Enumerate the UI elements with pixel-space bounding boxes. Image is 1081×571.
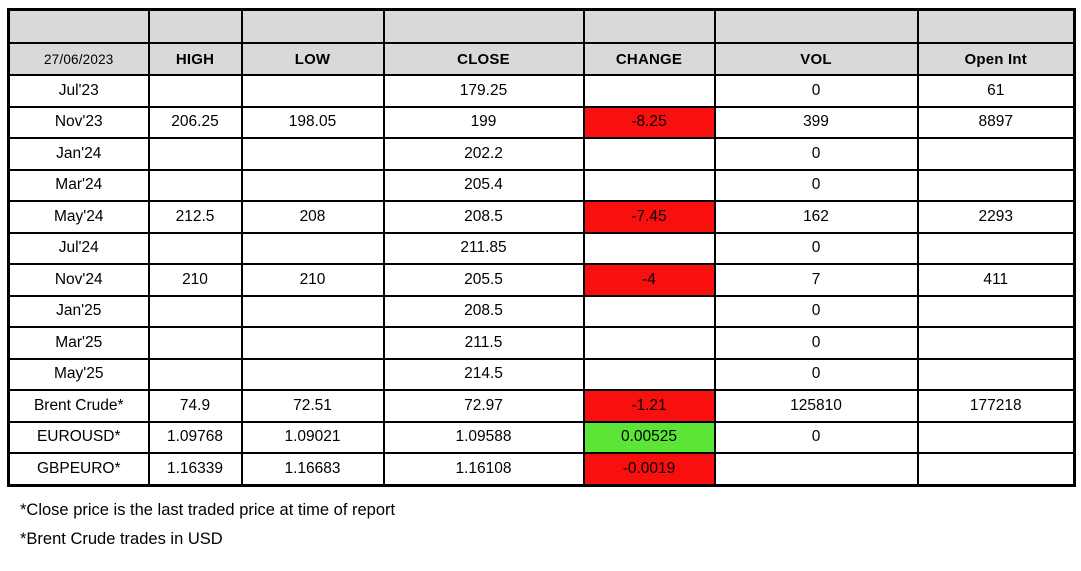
cell-change	[584, 233, 715, 265]
column-header-change: CHANGE	[584, 43, 715, 75]
header-spacer-cell	[242, 10, 384, 44]
table-row	[9, 170, 1075, 202]
cell-high	[149, 138, 242, 170]
cell-close: 214.5	[384, 359, 584, 391]
cell-vol: 0	[715, 359, 918, 391]
cell-low: 198.05	[242, 107, 384, 139]
cell-high	[149, 359, 242, 391]
cell-high	[149, 233, 242, 265]
table-row	[9, 453, 1075, 485]
cell-close: 1.09588	[384, 422, 584, 454]
cell-change: -0.0019	[584, 453, 715, 485]
cell-close: 208.5	[384, 201, 584, 233]
cell-contract-label: Mar'24	[9, 170, 149, 202]
cell-open-int	[918, 296, 1075, 328]
header-row	[9, 43, 1075, 75]
cell-vol	[715, 453, 918, 485]
cell-low	[242, 359, 384, 391]
header-spacer-cell	[149, 10, 242, 44]
cell-vol: 0	[715, 138, 918, 170]
cell-change: -7.45	[584, 201, 715, 233]
cell-high: 74.9	[149, 390, 242, 422]
cell-low	[242, 327, 384, 359]
cell-open-int	[918, 327, 1075, 359]
cell-contract-label: May'25	[9, 359, 149, 391]
table-row	[9, 233, 1075, 265]
cell-vol: 125810	[715, 390, 918, 422]
cell-contract-label: Jan'25	[9, 296, 149, 328]
cell-close: 205.4	[384, 170, 584, 202]
cell-high	[149, 170, 242, 202]
cell-low: 208	[242, 201, 384, 233]
cell-open-int	[918, 453, 1075, 485]
cell-open-int	[918, 422, 1075, 454]
cell-low	[242, 75, 384, 107]
cell-high	[149, 296, 242, 328]
cell-vol: 0	[715, 75, 918, 107]
table-row	[9, 359, 1075, 391]
cell-low: 1.16683	[242, 453, 384, 485]
table-row	[9, 422, 1075, 454]
cell-open-int: 2293	[918, 201, 1075, 233]
report-date: 27/06/2023	[9, 43, 149, 75]
cell-close: 199	[384, 107, 584, 139]
header-spacer-cell	[584, 10, 715, 44]
cell-open-int	[918, 233, 1075, 265]
cell-open-int: 411	[918, 264, 1075, 296]
cell-high: 212.5	[149, 201, 242, 233]
cell-contract-label: EUROUSD*	[9, 422, 149, 454]
cell-low	[242, 170, 384, 202]
cell-high: 206.25	[149, 107, 242, 139]
cell-open-int: 8897	[918, 107, 1075, 139]
cell-change: 0.00525	[584, 422, 715, 454]
column-header-close: CLOSE	[384, 43, 584, 75]
cell-high: 210	[149, 264, 242, 296]
header-spacer-cell	[9, 10, 149, 44]
cell-vol: 0	[715, 327, 918, 359]
cell-close: 179.25	[384, 75, 584, 107]
cell-low	[242, 233, 384, 265]
cell-vol: 399	[715, 107, 918, 139]
cell-change	[584, 327, 715, 359]
column-header-open-int: Open Int	[918, 43, 1075, 75]
cell-close: 208.5	[384, 296, 584, 328]
cell-change: -1.21	[584, 390, 715, 422]
cell-change	[584, 359, 715, 391]
footnotes	[20, 496, 1074, 554]
cell-open-int	[918, 170, 1075, 202]
table-row	[9, 296, 1075, 328]
table-row	[9, 327, 1075, 359]
cell-vol: 162	[715, 201, 918, 233]
cell-open-int: 177218	[918, 390, 1075, 422]
cell-high: 1.16339	[149, 453, 242, 485]
cell-change: -8.25	[584, 107, 715, 139]
cell-change	[584, 170, 715, 202]
cell-vol: 0	[715, 296, 918, 328]
cell-low	[242, 138, 384, 170]
table-row	[9, 201, 1075, 233]
header-spacer-cell	[715, 10, 918, 44]
cell-change	[584, 138, 715, 170]
cell-contract-label: Jan'24	[9, 138, 149, 170]
cell-vol: 0	[715, 170, 918, 202]
cell-change	[584, 75, 715, 107]
cell-low: 1.09021	[242, 422, 384, 454]
cell-contract-label: Nov'24	[9, 264, 149, 296]
table-row	[9, 390, 1075, 422]
cell-low	[242, 296, 384, 328]
cell-close: 1.16108	[384, 453, 584, 485]
table-row	[9, 264, 1075, 296]
cell-close: 211.5	[384, 327, 584, 359]
cell-contract-label: GBPEURO*	[9, 453, 149, 485]
column-header-low: LOW	[242, 43, 384, 75]
column-header-vol: VOL	[715, 43, 918, 75]
cell-low: 210	[242, 264, 384, 296]
cell-contract-label: Nov'23	[9, 107, 149, 139]
cell-change: -4	[584, 264, 715, 296]
cell-close: 202.2	[384, 138, 584, 170]
cell-vol: 0	[715, 233, 918, 265]
table-row	[9, 75, 1075, 107]
cell-high	[149, 327, 242, 359]
futures-price-table	[7, 8, 1076, 487]
table-body	[9, 75, 1075, 485]
cell-close: 205.5	[384, 264, 584, 296]
cell-vol: 0	[715, 422, 918, 454]
cell-low: 72.51	[242, 390, 384, 422]
table-row	[9, 107, 1075, 139]
cell-close: 72.97	[384, 390, 584, 422]
header-spacer-cell	[384, 10, 584, 44]
cell-contract-label: Jul'23	[9, 75, 149, 107]
table-row	[9, 138, 1075, 170]
cell-contract-label: May'24	[9, 201, 149, 233]
footnote-brent-usd: *Brent Crude trades in USD	[20, 529, 223, 548]
cell-contract-label: Jul'24	[9, 233, 149, 265]
cell-high	[149, 75, 242, 107]
cell-contract-label: Mar'25	[9, 327, 149, 359]
cell-open-int	[918, 359, 1075, 391]
cell-open-int: 61	[918, 75, 1075, 107]
cell-change	[584, 296, 715, 328]
cell-close: 211.85	[384, 233, 584, 265]
footnote-close-price: *Close price is the last traded price at time of report	[20, 500, 396, 519]
column-header-high: HIGH	[149, 43, 242, 75]
header-spacer-row	[9, 10, 1075, 44]
cell-high: 1.09768	[149, 422, 242, 454]
cell-vol: 7	[715, 264, 918, 296]
cell-contract-label: Brent Crude*	[9, 390, 149, 422]
header-spacer-cell	[918, 10, 1075, 44]
cell-open-int	[918, 138, 1075, 170]
